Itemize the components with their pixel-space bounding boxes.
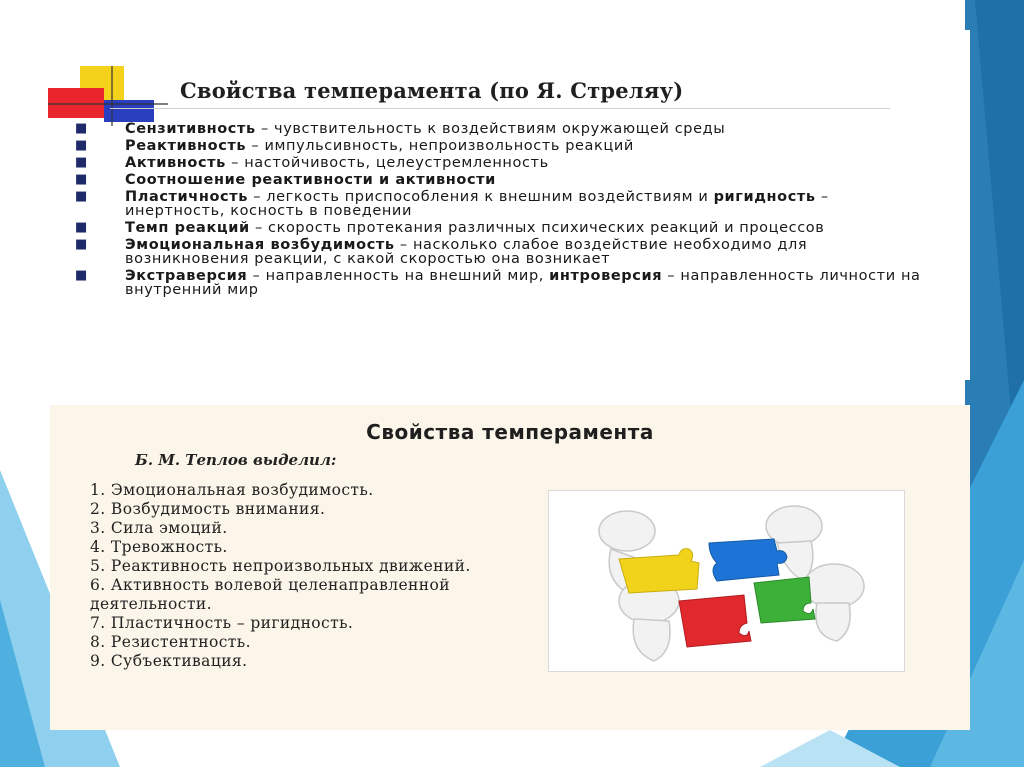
list-item: 3. Сила эмоций. (90, 519, 228, 537)
bullet-icon: ■ (75, 155, 88, 170)
list-item: ■ Темп реакций – скорость протекания различных психических реакций и процессов (75, 220, 825, 236)
list-item: 7. Пластичность – ригидность. (90, 614, 354, 632)
list-item: 8. Резистентность. (90, 633, 251, 651)
bottom-panel (50, 405, 970, 730)
list-item: ■ Реактивность – импульсивность, непроизвольность реакций (75, 138, 634, 154)
puzzle-people-icon (549, 491, 904, 671)
strelau-properties-list (75, 122, 925, 300)
list-item: ■ Экстраверсия – направленность на внешний мир, интроверсия – направленность личности на внутренний мир (75, 268, 921, 298)
color-squares-logo (48, 66, 168, 126)
teplov-properties-list (90, 481, 530, 671)
list-item: 5. Реактивность непроизвольных движений. (90, 557, 471, 575)
list-item: 4. Тревожность. (90, 538, 228, 556)
list-item: 9. Субъективация. (90, 652, 248, 670)
top-panel-title: Свойства темперамента (по Я. Стреляу) (180, 78, 684, 103)
list-item: 6. Активность волевой целенаправленной деятельности. (90, 576, 450, 613)
bullet-icon: ■ (75, 121, 88, 136)
list-item: 1. Эмоциональная возбудимость. (90, 481, 374, 499)
bottom-panel-subtitle: Б. М. Теплов выделил: (135, 451, 337, 469)
title-divider (110, 108, 890, 109)
list-item: ■ Соотношение реактивности и активности (75, 172, 496, 188)
bullet-icon: ■ (75, 237, 88, 252)
list-item: ■ Активность – настойчивость, целеустремленность (75, 155, 549, 171)
bullet-icon: ■ (75, 138, 88, 153)
list-item: ■ Сензитивность – чувствительность к воздействиям окружающей среды (75, 121, 726, 137)
puzzle-people-illustration (548, 490, 905, 672)
bullet-icon: ■ (75, 189, 88, 204)
bullet-icon: ■ (75, 172, 88, 187)
bullet-icon: ■ (75, 220, 88, 235)
bullet-icon: ■ (75, 268, 88, 283)
list-item: ■ Эмоциональная возбудимость – насколько слабое воздействие необходимо для возникновения реакции, с какой скоростью она возникает (75, 237, 808, 267)
list-item: ■ Пластичность – легкость приспособления к внешним воздействиям и ригидность – инертность, косность в поведении (75, 189, 829, 219)
list-item: 2. Возбудимость внимания. (90, 500, 326, 518)
bottom-panel-title: Свойства темперамента (366, 420, 654, 444)
